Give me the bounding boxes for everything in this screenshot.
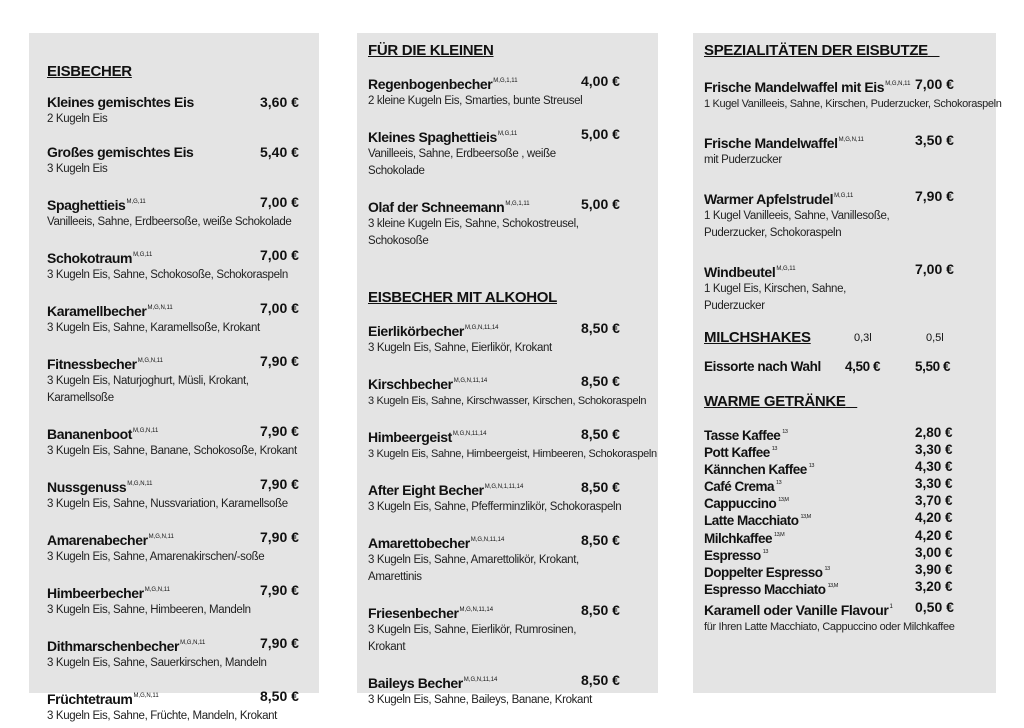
- drink-price: 3,70 €: [915, 493, 953, 509]
- allergen-codes: 13: [762, 548, 768, 555]
- menu-item-name-text: Früchtetraum: [47, 691, 133, 707]
- drink-price: 3,20 €: [915, 578, 953, 594]
- menu-item: [368, 426, 658, 463]
- menu-item-description: 3 Kugeln Eis, Sahne, Baileys, Banane, Krokant: [368, 694, 592, 706]
- drink-price: 3,90 €: [915, 561, 953, 577]
- menu-item-description: 2 Kugeln Eis: [47, 113, 108, 125]
- menu-item-price: 7,90 €: [260, 529, 299, 545]
- milchshakes-header: [704, 328, 996, 348]
- allergen-codes: M,G,N,11: [144, 587, 170, 593]
- menu-item-description: 3 Kugeln Eis, Sahne, Pfefferminzlikör, Schokoraspeln: [368, 501, 622, 513]
- menu-item: [368, 196, 658, 250]
- menu-item-name-text: Kirschbecher: [368, 376, 453, 392]
- menu-item: [368, 73, 658, 110]
- drink-item: [704, 475, 996, 495]
- menu-item: [368, 320, 658, 357]
- menu-item-price: 7,90 €: [915, 188, 954, 204]
- allergen-codes: 13: [771, 446, 777, 453]
- flavour-allergens: 1: [889, 603, 893, 610]
- flavour-desc: für Ihren Latte Macchiato, Cappuccino oder Milchkaffee: [704, 620, 955, 633]
- menu-item-name-text: Frische Mandelwaffel mit Eis: [704, 79, 885, 95]
- menu-item-description: 3 Kugeln Eis, Sahne, Früchte, Mandeln, Krokant: [47, 710, 278, 722]
- menu-item-price: 7,00 €: [915, 76, 954, 92]
- menu-item-description: Vanilleeis, Sahne, Erdbeersoße, weiße Schokolade: [47, 216, 292, 228]
- allergen-codes: M,G,N,11,14: [470, 537, 505, 543]
- menu-item-name-text: Kleines Spaghettieis: [368, 129, 497, 145]
- allergen-codes: M,G,N,11,14: [464, 325, 499, 331]
- menu-item-name-text: Warmer Apfelstrudel: [704, 191, 834, 207]
- menu-item: [47, 194, 319, 231]
- drink-item: [704, 561, 996, 578]
- menu-item-price: 8,50 €: [581, 672, 620, 688]
- menu-item-name-text: Dithmarschenbecher: [47, 638, 180, 654]
- allergen-codes: M,G,1,11: [493, 78, 518, 84]
- allergen-codes: M,G,N,11: [133, 428, 159, 434]
- drink-name-text: Milchkaffee: [704, 530, 773, 546]
- menu-item: [47, 635, 319, 672]
- menu-item: [704, 261, 996, 315]
- menu-item-description: 3 Kugeln Eis, Sahne, Nussvariation, Karamellsoße: [47, 498, 288, 510]
- drink-price: 4,30 €: [915, 459, 953, 475]
- section-title-milchshakes: MILCHSHAKES: [704, 329, 811, 346]
- menu-item-price: 8,50 €: [581, 426, 620, 442]
- eisbecher-list: [47, 94, 319, 725]
- allergen-codes: M,G,N,11: [885, 81, 911, 87]
- menu-item-price: 7,00 €: [915, 261, 954, 277]
- menu-item-name-text: Karamellbecher: [47, 303, 147, 319]
- menu-item-description: 3 kleine Kugeln Eis, Sahne, Schokostreusel, Schokosoße: [368, 218, 579, 247]
- menu-item-name-text: Baileys Becher: [368, 675, 463, 691]
- menu-item-price: 7,00 €: [260, 300, 299, 316]
- allergen-codes: M,G,1,11: [505, 201, 530, 207]
- allergen-codes: M,G,N,11: [147, 305, 173, 311]
- allergen-codes: 13: [808, 463, 814, 470]
- menu-item-price: 7,90 €: [260, 476, 299, 492]
- allergen-codes: M,G,N,11: [133, 693, 159, 699]
- menu-item: [368, 672, 658, 709]
- allergen-codes: M,G,N,11,14: [459, 607, 494, 613]
- menu-item: [704, 188, 996, 242]
- size-large-label: 0,5l: [926, 332, 944, 344]
- drink-item: [704, 424, 996, 441]
- allergen-codes: M,G,N,11: [127, 481, 153, 487]
- menu-item-name-text: Olaf der Schneemann: [368, 199, 505, 215]
- menu-item: [47, 582, 319, 619]
- menu-item-name-text: Himbeergeist: [368, 429, 452, 445]
- menu-item-name-text: After Eight Becher: [368, 482, 484, 498]
- allergen-codes: 13,M: [827, 582, 838, 589]
- menu-item-name-text: Eierlikörbecher: [368, 323, 464, 339]
- allergen-codes: M,G,N,11,14: [452, 431, 487, 437]
- allergen-codes: M,G,11: [834, 193, 854, 199]
- drink-name-text: Latte Macchiato: [704, 513, 799, 529]
- milchshake-price-small: 4,50 €: [845, 359, 881, 374]
- menu-item-price: 3,50 €: [915, 132, 954, 148]
- menu-item: [47, 353, 319, 407]
- menu-item: [47, 300, 319, 337]
- menu-item: [47, 529, 319, 566]
- allergen-codes: M,G,11: [497, 131, 518, 137]
- menu-item-description: 1 Kugel Vanilleeis, Sahne, Vanillesoße, Puderzucker, Schokoraspeln: [704, 210, 890, 239]
- getraenke-list: [704, 424, 996, 595]
- drink-price: 3,00 €: [915, 544, 953, 560]
- milchshake-price-large: 5,50 €: [915, 359, 951, 374]
- menu-item: [47, 476, 319, 513]
- allergen-codes: M,G,N,11: [838, 137, 864, 143]
- allergen-codes: M,G,N,11: [180, 640, 206, 646]
- menu-item-price: 7,90 €: [260, 423, 299, 439]
- section-title-eisbecher: EISBECHER: [47, 63, 132, 80]
- allergen-codes: 13,M: [800, 514, 811, 521]
- menu-item-description: 3 Kugeln Eis, Naturjoghurt, Müsli, Krokant, Karamellsoße: [47, 375, 249, 404]
- allergen-codes: M,G,11: [133, 252, 153, 258]
- menu-item-description: 3 Kugeln Eis, Sahne, Kirschwasser, Kirschen, Schokoraspeln: [368, 395, 647, 407]
- section-title-spezial: [704, 41, 996, 61]
- kleinen-list: [368, 73, 658, 250]
- drink-item: [704, 578, 996, 595]
- drink-name-text: Espresso: [704, 547, 761, 563]
- menu-item: [368, 126, 658, 180]
- menu-item-price: 7,90 €: [260, 635, 299, 651]
- allergen-codes: M,G,N,11,14: [453, 378, 488, 384]
- menu-item-price: 8,50 €: [581, 532, 620, 548]
- menu-item-name-text: Großes gemischtes Eis: [47, 144, 194, 160]
- menu-item-description: 3 Kugeln Eis, Sahne, Himbeeren, Mandeln: [47, 604, 251, 616]
- allergen-codes: 13,M: [778, 497, 789, 504]
- menu-item: [368, 532, 658, 586]
- menu-item: [47, 688, 319, 725]
- menu-column-spezial: [693, 33, 1002, 693]
- drink-name-text: Kännchen Kaffee: [704, 462, 807, 478]
- menu-item-price: 8,50 €: [581, 373, 620, 389]
- menu-item-name-text: Regenbogenbecher: [368, 76, 493, 92]
- allergen-codes: 13: [776, 480, 782, 487]
- menu-item-description: 3 Kugeln Eis, Sahne, Himbeergeist, Himbeeren, Schokoraspeln: [368, 448, 657, 460]
- menu-item: [704, 76, 1002, 113]
- section-title-getraenke-text: WARME GETRÄNKE: [704, 393, 846, 410]
- menu-item-description: 3 Kugeln Eis, Sahne, Schokosoße, Schokoraspeln: [47, 269, 288, 281]
- section-title-getraenke: [704, 392, 996, 412]
- menu-item: [47, 144, 319, 178]
- menu-item-price: 7,90 €: [260, 353, 299, 369]
- menu-item-price: 8,50 €: [581, 479, 620, 495]
- menu-item-price: 7,00 €: [260, 247, 299, 263]
- allergen-codes: M,G,11: [126, 199, 146, 205]
- drink-price: 3,30 €: [915, 476, 953, 492]
- milchshake-label: Eissorte nach Wahl: [704, 359, 821, 374]
- flavour-price: 0,50 €: [915, 598, 954, 615]
- menu-column-kleinen-alkohol: [357, 33, 658, 706]
- menu-item-description: 1 Kugel Vanilleeis, Sahne, Kirschen, Puderzucker, Schokoraspeln: [704, 98, 1002, 110]
- drink-name-text: Doppelter Espresso: [704, 564, 823, 580]
- menu-item-name-text: Bananenboot: [47, 426, 133, 442]
- menu-item-price: 7,90 €: [260, 582, 299, 598]
- menu-item-price: 7,00 €: [260, 194, 299, 210]
- menu-item-description: 3 Kugeln Eis: [47, 163, 108, 175]
- drink-item: [704, 544, 996, 561]
- menu-item-price: 3,60 €: [260, 94, 299, 110]
- milchshake-row: [704, 358, 996, 375]
- drink-item: [704, 458, 996, 478]
- drink-name-text: Pott Kaffee: [704, 445, 770, 461]
- allergen-codes: M,G,N,11: [148, 534, 174, 540]
- section-title-alkohol: EISBECHER MIT ALKOHOL: [368, 289, 557, 306]
- menu-item-description: 2 kleine Kugeln Eis, Smarties, bunte Streusel: [368, 95, 583, 107]
- menu-item-description: 3 Kugeln Eis, Sahne, Eierlikör, Krokant: [368, 342, 552, 354]
- menu-item-name-text: Amarettobecher: [368, 535, 470, 551]
- menu-item-description: 3 Kugeln Eis, Sahne, Sauerkirschen, Mandeln: [47, 657, 267, 669]
- size-small-label: 0,3l: [854, 332, 872, 344]
- drink-price: 4,20 €: [915, 527, 953, 543]
- menu-item-price: 8,50 €: [581, 320, 620, 336]
- allergen-codes: M,G,N,1,11,14: [484, 484, 524, 490]
- menu-item-name-text: Frische Mandelwaffel: [704, 135, 838, 151]
- drink-item: [704, 527, 996, 544]
- menu-item-name-text: Friesenbecher: [368, 605, 459, 621]
- alkohol-list: [368, 320, 658, 709]
- allergen-codes: M,G,N,11: [137, 358, 163, 364]
- drink-item: [704, 509, 996, 529]
- menu-item-price: 5,00 €: [581, 126, 620, 142]
- flavour-name-text: Karamell oder Vanille Flavour: [704, 601, 889, 618]
- drink-price: 4,20 €: [915, 510, 953, 526]
- menu-item-name-text: Nussgenuss: [47, 479, 127, 495]
- allergen-codes: 13: [782, 429, 788, 435]
- section-title-kleinen: FÜR DIE KLEINEN: [368, 42, 494, 59]
- menu-item-name-text: Windbeutel: [704, 264, 776, 280]
- allergen-codes: 13: [824, 565, 830, 572]
- allergen-codes: 13,M: [774, 531, 785, 538]
- allergen-codes: M,G,N,11,14: [463, 677, 498, 683]
- menu-item: [47, 247, 319, 284]
- menu-item-description: 3 Kugeln Eis, Sahne, Karamellsoße, Krokant: [47, 322, 260, 334]
- menu-item: [47, 423, 319, 460]
- menu-item-name-text: Fitnessbecher: [47, 356, 137, 372]
- drink-item: [704, 492, 996, 512]
- menu-item-description: 3 Kugeln Eis, Sahne, Amarenakirschen/-soße: [47, 551, 265, 563]
- menu-column-eisbecher: [29, 33, 319, 722]
- menu-item-price: 4,00 €: [581, 73, 620, 89]
- menu-item-price: 8,50 €: [581, 602, 620, 618]
- menu-item-name-text: Spaghettieis: [47, 197, 126, 213]
- drink-name-text: Espresso Macchiato: [704, 581, 826, 597]
- menu-item-description: 3 Kugeln Eis, Sahne, Eierlikör, Rumrosinen, Krokant: [368, 624, 577, 653]
- menu-item-price: 5,00 €: [581, 196, 620, 212]
- menu-item: [368, 479, 658, 516]
- menu-item: [368, 602, 658, 656]
- menu-item-name-text: Himbeerbecher: [47, 585, 144, 601]
- menu-item-price: 5,40 €: [260, 144, 299, 160]
- drink-item: [704, 441, 996, 461]
- allergen-codes: M,G,11: [776, 266, 796, 272]
- menu-item-description: 3 Kugeln Eis, Sahne, Banane, Schokosoße, Krokant: [47, 445, 297, 457]
- menu-item-price: 8,50 €: [260, 688, 299, 704]
- spezial-list: [704, 76, 1002, 315]
- flavour-item: [704, 599, 996, 636]
- menu-item-name-text: Kleines gemischtes Eis: [47, 94, 194, 110]
- menu-item-description: Vanilleeis, Sahne, Erdbeersoße , weiße Schokolade: [368, 148, 556, 177]
- drink-name-text: Café Crema: [704, 479, 775, 495]
- menu-item: [368, 373, 658, 410]
- menu-item-description: 1 Kugel Eis, Kirschen, Sahne, Puderzucker: [704, 283, 846, 312]
- menu-item: [704, 132, 996, 169]
- drink-name-text: Tasse Kaffee: [704, 428, 781, 443]
- menu-item-name-text: Amarenabecher: [47, 532, 148, 548]
- drink-name-text: Cappuccino: [704, 496, 777, 512]
- section-title-spezial-text: SPEZIALITÄTEN DER EISBUTZE: [704, 42, 928, 59]
- drink-price: 2,80 €: [915, 425, 953, 440]
- menu-item-description: mit Puderzucker: [704, 154, 782, 166]
- menu-item-name-text: Schokotraum: [47, 250, 133, 266]
- menu-item: [47, 94, 319, 128]
- drink-price: 3,30 €: [915, 442, 953, 458]
- menu-item-description: 3 Kugeln Eis, Sahne, Amarettolikör, Krokant, Amarettinis: [368, 554, 579, 583]
